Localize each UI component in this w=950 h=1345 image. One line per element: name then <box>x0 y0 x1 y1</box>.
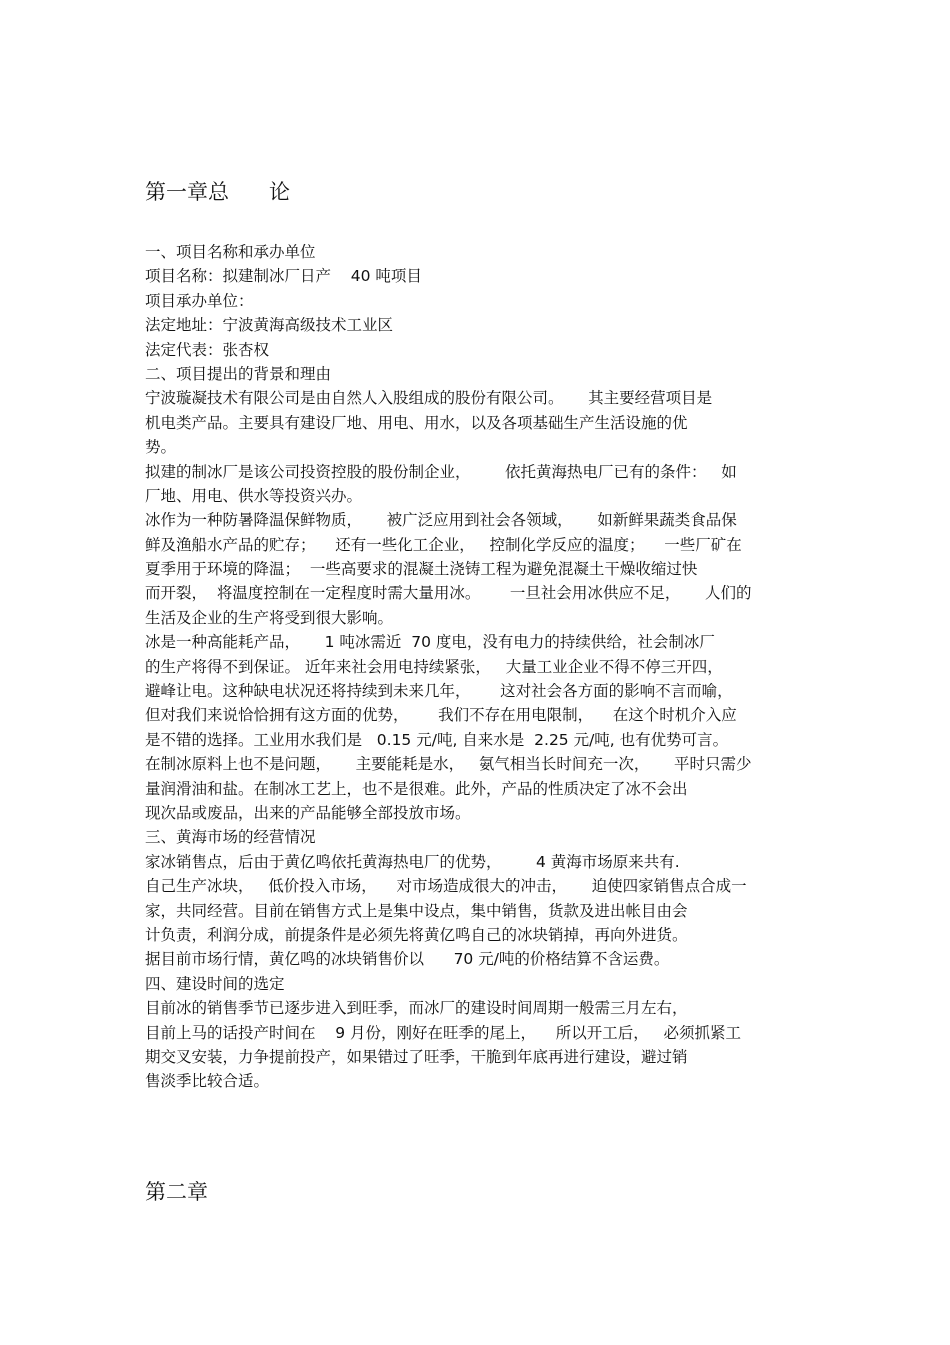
chapter-1-title: 第一章总 论 <box>145 180 291 204</box>
text-line: 厂地、用电、供水等投资兴办。 <box>145 486 363 505</box>
text-line: 据目前市场行情，黄亿鸣的冰块销售价以 70 元/吨的价格结算不含运费。 <box>145 950 670 969</box>
text-line: 目前冰的销售季节已逐步进入到旺季，而冰厂的建设时间周期一般需三月左右， <box>145 999 688 1018</box>
text-line: 量润滑油和盐。在制冰工艺上，也不是很难。此外，产品的性质决定了冰不会出 <box>145 779 688 798</box>
text-line: 三、黄海市场的经营情况 <box>145 828 316 847</box>
text-line: 家冰销售点，后由于黄亿鸣依托黄海热电厂的优势， 4 黄海市场原来共有. <box>145 852 680 871</box>
text-line: 期交叉安装，力争提前投产，如果错过了旺季，干脆到年底再进行建设，避过销 <box>145 1047 688 1066</box>
text-line: 的生产将得不到保证。 近年来社会用电持续紧张， 大量工业企业不得不停三开四， <box>145 657 723 676</box>
text-line: 在制冰原料上也不是问题， 主要能耗是水， 氨气相当长时间充一次， 平时只需少 <box>145 755 752 774</box>
text-line: 项目承办单位： <box>145 291 254 310</box>
text-line: 避峰让电。这种缺电状况还将持续到未来几年， 这对社会各方面的影响不言而喻， <box>145 682 733 701</box>
chapter-2-title: 第二章 <box>145 1180 208 1204</box>
text-line: 法定代表：张杏权 <box>145 340 270 359</box>
text-line: 生活及企业的生产将受到很大影响。 <box>145 608 394 627</box>
text-line: 冰是一种高能耗产品， 1 吨冰需近 70 度电，没有电力的持续供给，社会制冰厂 <box>145 633 715 652</box>
text-line: 家，共同经营。目前在销售方式上是集中设点，集中销售，货款及进出帐目由会 <box>145 901 688 920</box>
text-line: 宁波璇凝技术有限公司是由自然人入股组成的股份有限公司。 其主要经营项目是 <box>145 389 713 408</box>
text-line: 法定地址：宁波黄海高级技术工业区 <box>145 316 394 335</box>
text-line: 四、建设时间的选定 <box>145 974 285 993</box>
text-line: 是不错的选择。工业用水我们是 0.15 元/吨, 自来水是 2.25 元/吨, 也有优势可言。 <box>145 730 729 749</box>
text-line: 拟建的制冰厂是该公司投资控股的股份制企业， 依托黄海热电厂已有的条件： 如 <box>145 462 737 481</box>
text-line: 势。 <box>145 438 177 457</box>
text-line: 鲜及渔船水产品的贮存； 还有一些化工企业， 控制化学反应的温度； 一些厂矿在 <box>145 535 742 554</box>
text-line: 而开裂， 将温度控制在一定程度时需大量用冰。 一旦社会用冰供应不足， 人们的 <box>145 584 752 603</box>
text-line: 夏季用于环境的降温； 一些高要求的混凝土浇铸工程为避免混凝土干燥收缩过快 <box>145 560 698 579</box>
text-line: 冰作为一种防暑降温保鲜物质， 被广泛应用到社会各领域， 如新鲜果蔬类食品保 <box>145 511 737 530</box>
text-line: 现次品或废品，出来的产品能够全部投放市场。 <box>145 803 471 822</box>
text-line: 一、项目名称和承办单位 <box>145 243 316 261</box>
text-line: 计负责，利润分成，前提条件是必须先将黄亿鸣自己的冰块销掉，再向外进货。 <box>145 925 688 944</box>
text-line: 机电类产品。主要具有建设厂地、用电、用水，以及各项基础生产生活设施的优 <box>145 413 688 432</box>
text-line: 自己生产冰块， 低价投入市场， 对市场造成很大的冲击， 迫使四家销售点合成一 <box>145 877 747 896</box>
text-line: 项目名称：拟建制冰厂日产 40 吨项目 <box>145 267 422 286</box>
text-line: 二、项目提出的背景和理由 <box>145 364 332 383</box>
text-line: 目前上马的话投产时间在 9 月份，刚好在旺季的尾上， 所以开工后， 必须抓紧工 <box>145 1023 741 1042</box>
text-line: 售淡季比较合适。 <box>145 1072 270 1091</box>
body-text <box>145 240 815 1094</box>
text-line: 但对我们来说恰恰拥有这方面的优势， 我们不存在用电限制， 在这个时机介入应 <box>145 706 737 725</box>
